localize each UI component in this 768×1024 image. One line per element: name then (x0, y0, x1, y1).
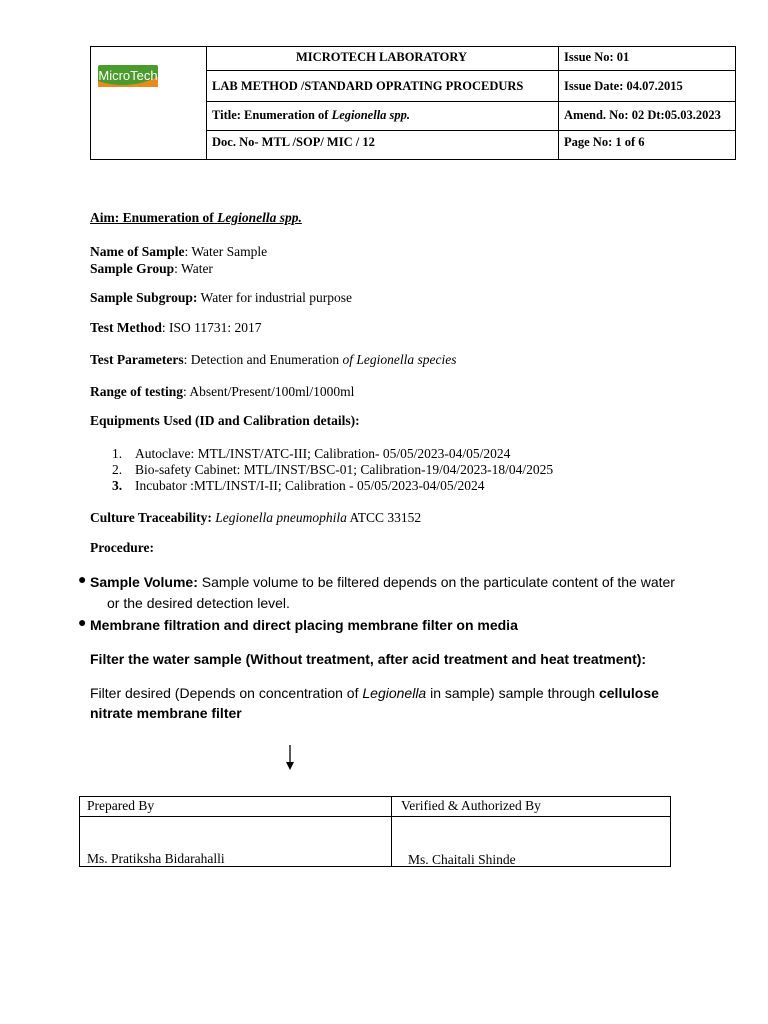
membrane-filtration-item: Membrane filtration and direct placing membrane filter on media (90, 617, 518, 633)
aim-heading: Aim: Enumeration of Legionella spp. (90, 210, 302, 225)
filter-heading: Filter the water sample (Without treatment, after acid treatment and heat treatment): (90, 651, 647, 667)
verified-by-label: Verified & Authorized By (401, 798, 541, 813)
test-parameters: Test Parameters: Detection and Enumeration of Legionella species (90, 352, 457, 367)
filter-instruction: Filter desired (Depends on concentration of Legionella in sample) sample through cellulose (90, 685, 659, 701)
equipment-item: 3. Incubator :MTL/INST/I-II; Calibration - 05/05/2023-04/05/2024 (112, 478, 485, 493)
signature-table (79, 796, 671, 867)
sample-group: Sample Group: Water (90, 261, 213, 276)
issue-number: Issue No: 01 (564, 50, 630, 64)
microtech-logo (98, 61, 158, 91)
svg-text:MicroTech: MicroTech (98, 68, 158, 83)
bullet-icon: ● (78, 573, 87, 588)
bullet-icon: ● (78, 616, 87, 631)
filter-instruction-continued: nitrate membrane filter (90, 705, 242, 721)
range-of-testing: Range of testing: Absent/Present/100ml/1000ml (90, 384, 355, 399)
sample-name: Name of Sample: Water Sample (90, 244, 268, 259)
issue-date: Issue Date: 04.07.2015 (564, 79, 683, 93)
equipment-item: 2. Bio-safety Cabinet: MTL/INST/BSC-01; Calibration-19/04/2023-18/04/2025 (112, 462, 554, 477)
culture-traceability: Culture Traceability: Legionella pneumophila ATCC 33152 (90, 510, 422, 525)
down-arrow-icon (284, 745, 296, 771)
equipments-heading: Equipments Used (ID and Calibration details): (90, 413, 360, 428)
document-header-table (90, 46, 736, 160)
prepared-by-name: Ms. Pratiksha Bidarahalli (87, 851, 225, 866)
amendment-number: Amend. No: 02 Dt:05.03.2023 (564, 108, 721, 122)
procedure-heading: Procedure: (90, 540, 154, 555)
sample-volume-item: Sample Volume: Sample volume to be filtered depends on the particulate content of the water (90, 574, 675, 590)
doc-number: Doc. No- MTL /SOP/ MIC / 12 (212, 135, 375, 149)
method-label: LAB METHOD /STANDARD OPRATING PROCEDURS (212, 79, 524, 93)
doc-title: Title: Enumeration of Legionella spp. (212, 108, 411, 122)
test-method: Test Method: ISO 11731: 2017 (90, 320, 262, 335)
prepared-by-label: Prepared By (87, 798, 155, 813)
sample-volume-continued: or the desired detection level. (107, 595, 290, 611)
verified-by-name: Ms. Chaitali Shinde (408, 852, 516, 867)
equipment-item: 1. Autoclave: MTL/INST/ATC-III; Calibration- 05/05/2023-04/05/2024 (112, 446, 511, 461)
page-number: Page No: 1 of 6 (564, 135, 645, 149)
sample-subgroup: Sample Subgroup: Water for industrial purpose (90, 290, 353, 305)
lab-name: MICROTECH LABORATORY (296, 50, 467, 64)
